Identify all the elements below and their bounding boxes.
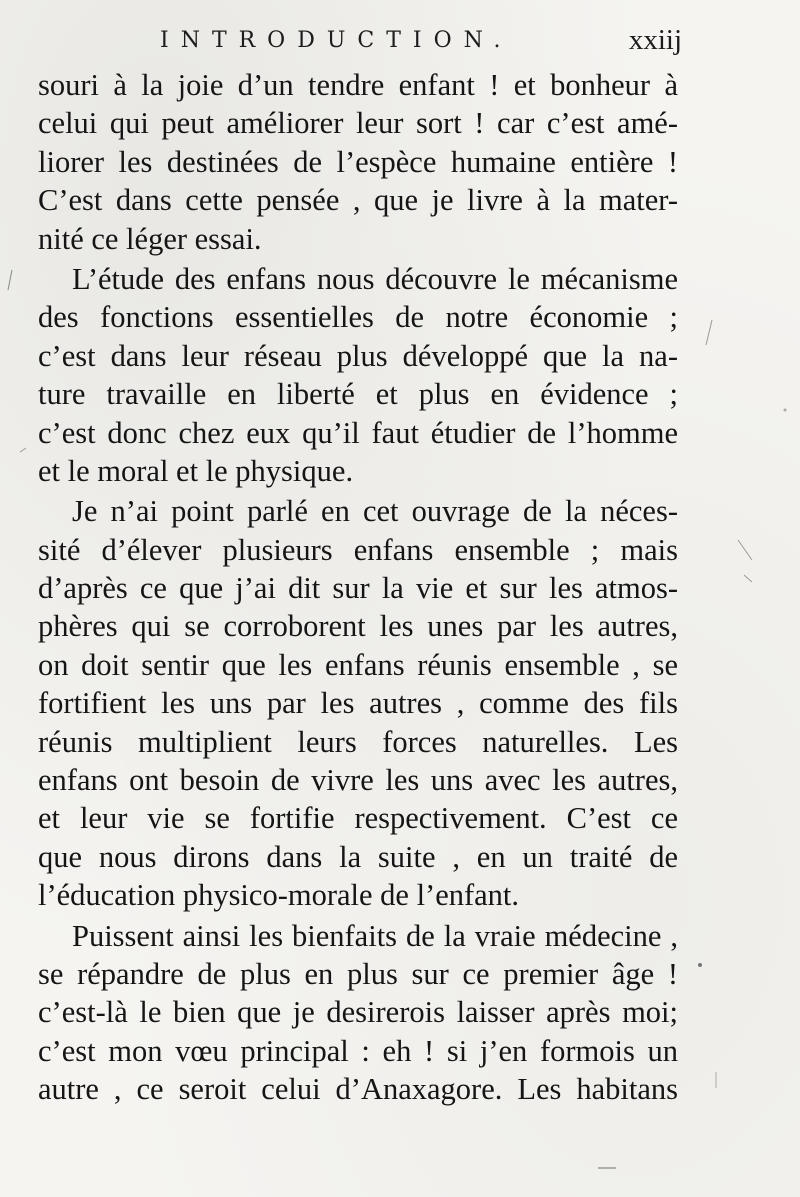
body-text <box>38 66 678 1111</box>
paper-mark <box>744 575 752 582</box>
text-line: ture travaille en liberté et plus en évidence ; <box>38 377 678 412</box>
paper-mark <box>8 270 12 290</box>
paper-mark <box>20 448 26 452</box>
text-line: se répandre de plus en plus sur ce premier âge ! <box>38 956 678 991</box>
text-line: Je n’ai point parlé en cet ouvrage de la néces- <box>72 494 678 529</box>
text-line: on doit sentir que les enfans réunis ensemble , se <box>38 647 678 682</box>
text-line: c’est donc chez eux qu’il faut étudier de l’homme <box>38 415 678 450</box>
text-line: L’étude des enfans nous découvre le mécanisme <box>72 261 678 296</box>
page-number: xxiij <box>628 24 682 56</box>
running-head <box>0 24 800 58</box>
text-line: autre , ce seroit celui d’Anaxagore. Les habitans <box>38 1072 678 1107</box>
paragraph-3 <box>38 492 678 914</box>
text-line: C’est dans cette pensée , que je livre à la mater- <box>38 183 678 218</box>
paper-mark <box>698 963 702 967</box>
text-line: fortifient les uns par les autres , comme des fils <box>38 686 678 721</box>
paragraph-1 <box>38 66 678 258</box>
paper-mark <box>738 540 752 560</box>
text-line: nité ce léger essai. <box>38 221 262 256</box>
text-line: c’est mon vœu principal : eh ! si j’en formois un <box>38 1033 678 1068</box>
text-line: sité d’élever plusieurs enfans ensemble ; mais <box>38 532 678 567</box>
text-line: liorer les destinées de l’espèce humaine entière ! <box>38 144 678 179</box>
text-line: des fonctions essentielles de notre économie ; <box>38 300 678 335</box>
paragraph-2 <box>38 260 678 490</box>
text-line: et le moral et le physique. <box>38 453 354 488</box>
text-line: que nous dirons dans la suite , en un traité de <box>38 839 678 874</box>
text-line: l’éducation physico-morale de l’enfant. <box>38 878 520 913</box>
text-line: c’est-là le bien que je desirerois laisser après moi; <box>38 995 678 1030</box>
text-line: celui qui peut améliorer leur sort ! car c’est amé- <box>38 106 678 141</box>
text-line: et leur vie se fortifie respectivement. C’est ce <box>38 801 678 836</box>
paper-mark <box>784 409 787 412</box>
text-line: souri à la joie d’un tendre enfant ! et bonheur à <box>38 68 678 102</box>
text-line: Puissent ainsi les bienfaits de la vraie médecine , <box>72 918 678 953</box>
text-line: d’après ce que j’ai dit sur la vie et sur les atmos- <box>38 571 678 606</box>
text-line: réunis multiplient leurs forces naturelles. Les <box>38 724 678 759</box>
text-line: c’est dans leur réseau plus développé que la na- <box>38 338 678 373</box>
running-title: INTRODUCTION. <box>160 28 513 53</box>
text-line: enfans ont besoin de vivre les uns avec les autres, <box>38 763 678 798</box>
paper-mark <box>706 320 712 345</box>
text-line: phères qui se corroborent les unes par les autres, <box>38 609 678 644</box>
paragraph-4 <box>38 917 678 1109</box>
